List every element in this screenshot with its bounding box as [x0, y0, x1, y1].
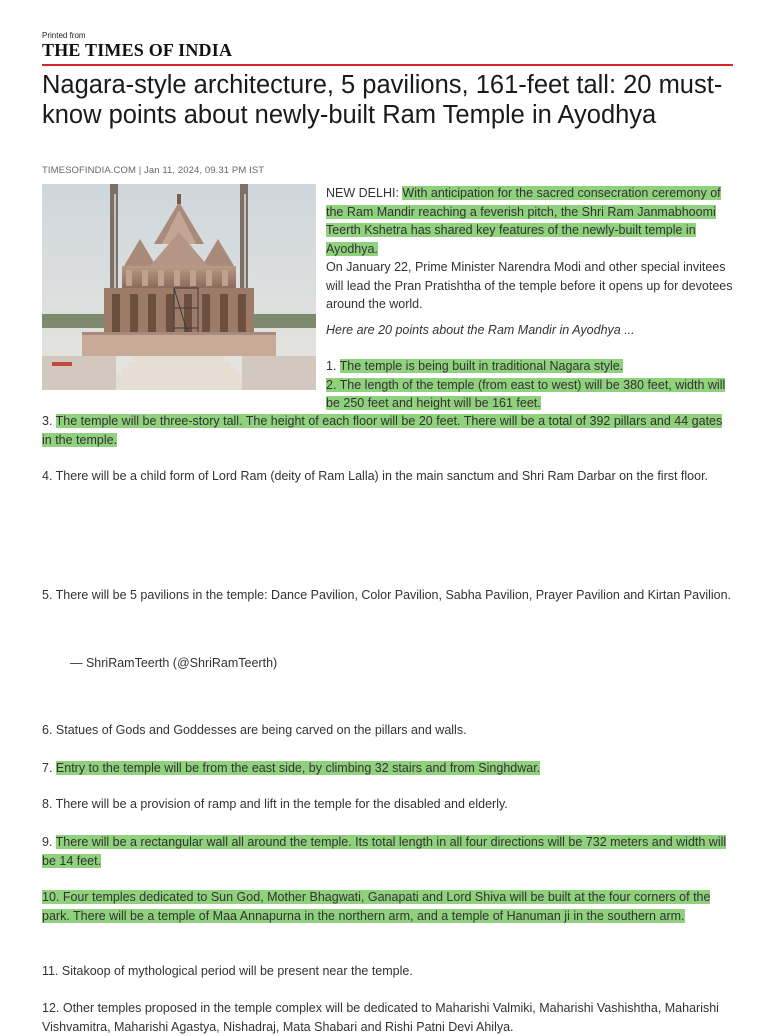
intro-paragraph-2: On January 22, Prime Minister Narendra Modi and other special invitees will lead the Pran Pratishtha of the temple before it opens up for devotees around the world.: [326, 260, 733, 311]
header-divider: [42, 64, 733, 66]
article-headline: Nagara-style architecture, 5 pavilions, 161-feet tall: 20 must-know points about newly-built Ram Temple in Ayodhya: [42, 71, 723, 129]
point-12: 12. Other temples proposed in the temple complex will be dedicated to Maharishi Valmiki, Maharishi Vashishtha, Maharishi Vishvamitra, Maharishi Agastya, Nishadraj, Mata Shabari and Rishi Patni Devi Ahilya.: [42, 1001, 719, 1034]
dateline: NEW DELHI:: [326, 186, 403, 200]
point-1: [326, 357, 734, 376]
point-7-text: Entry to the temple will be from the east side, by climbing 32 stairs and from Singhdwar.: [55, 761, 541, 775]
point-9-text: There will be a rectangular wall all around the temple. Its total length in all four directions will be 732 meters and width will be 14 feet.: [42, 835, 727, 868]
point-7-number: 7.: [42, 761, 56, 775]
point-4: 4. There will be a child form of Lord Ram (deity of Ram Lalla) in the main sanctum and Shri Ram Darbar on the first floor.: [42, 469, 709, 483]
point-7: [42, 759, 734, 778]
point-9-number: 9.: [42, 835, 56, 849]
point-8: 8. There will be a provision of ramp and lift in the temple for the disabled and elderly.: [42, 797, 508, 811]
point-10-text: 10. Four temples dedicated to Sun God, Mother Bhagwati, Ganapati and Lord Shiva will be built at the four corners of the park. There will be a temple of Maa Annapurna in the northern arm, and a temple of Hanuman ji in the southern arm.: [42, 890, 711, 923]
printed-from-label: Printed from: [42, 31, 86, 40]
point-10: [42, 888, 734, 925]
point-5: 5. There will be 5 pavilions in the temple: Dance Pavilion, Color Pavilion, Sabha Pavilion, Prayer Pavilion and Kirtan Pavilion.: [42, 588, 732, 602]
point-2: [326, 376, 734, 413]
intro-paragraph: [326, 184, 734, 258]
point-2-text: 2. The length of the temple (from east to west) will be 380 feet, width will be 250 feet and height will be 161 feet.: [326, 377, 726, 410]
article-lead: [326, 184, 734, 413]
temple-photo: [42, 184, 316, 390]
point-11: 11. Sitakoop of mythological period will be present near the temple.: [42, 964, 413, 978]
point-6: 6. Statues of Gods and Goddesses are being carved on the pillars and walls.: [42, 723, 467, 737]
point-3-number: 3.: [42, 414, 56, 428]
tweet-credit: — ShriRamTeerth (@ShriRamTeerth): [70, 656, 278, 670]
point-1-number: 1.: [326, 359, 340, 373]
intro-paragraph-3: Here are 20 points about the Ram Mandir in Ayodhya ...: [326, 322, 635, 337]
point-3-text: The temple will be three-story tall. The height of each floor will be 20 feet. There will be a total of 392 pillars and 44 gates in the temple.: [42, 414, 723, 447]
point-3: [42, 412, 734, 449]
intro-highlight: With anticipation for the sacred consecration ceremony of the Ram Mandir reaching a feverish pitch, the Shri Ram Janmabhoomi Teerth Kshetra has shared key features of the newly-built temple in Ayodhya.: [326, 186, 721, 256]
point-1-text: The temple is being built in traditional Nagara style.: [339, 359, 624, 373]
point-9: [42, 833, 734, 870]
masthead-logo: THE TIMES OF INDIA: [42, 40, 233, 60]
article-byline: TIMESOFINDIA.COM | Jan 11, 2024, 09.31 PM IST: [42, 165, 265, 176]
